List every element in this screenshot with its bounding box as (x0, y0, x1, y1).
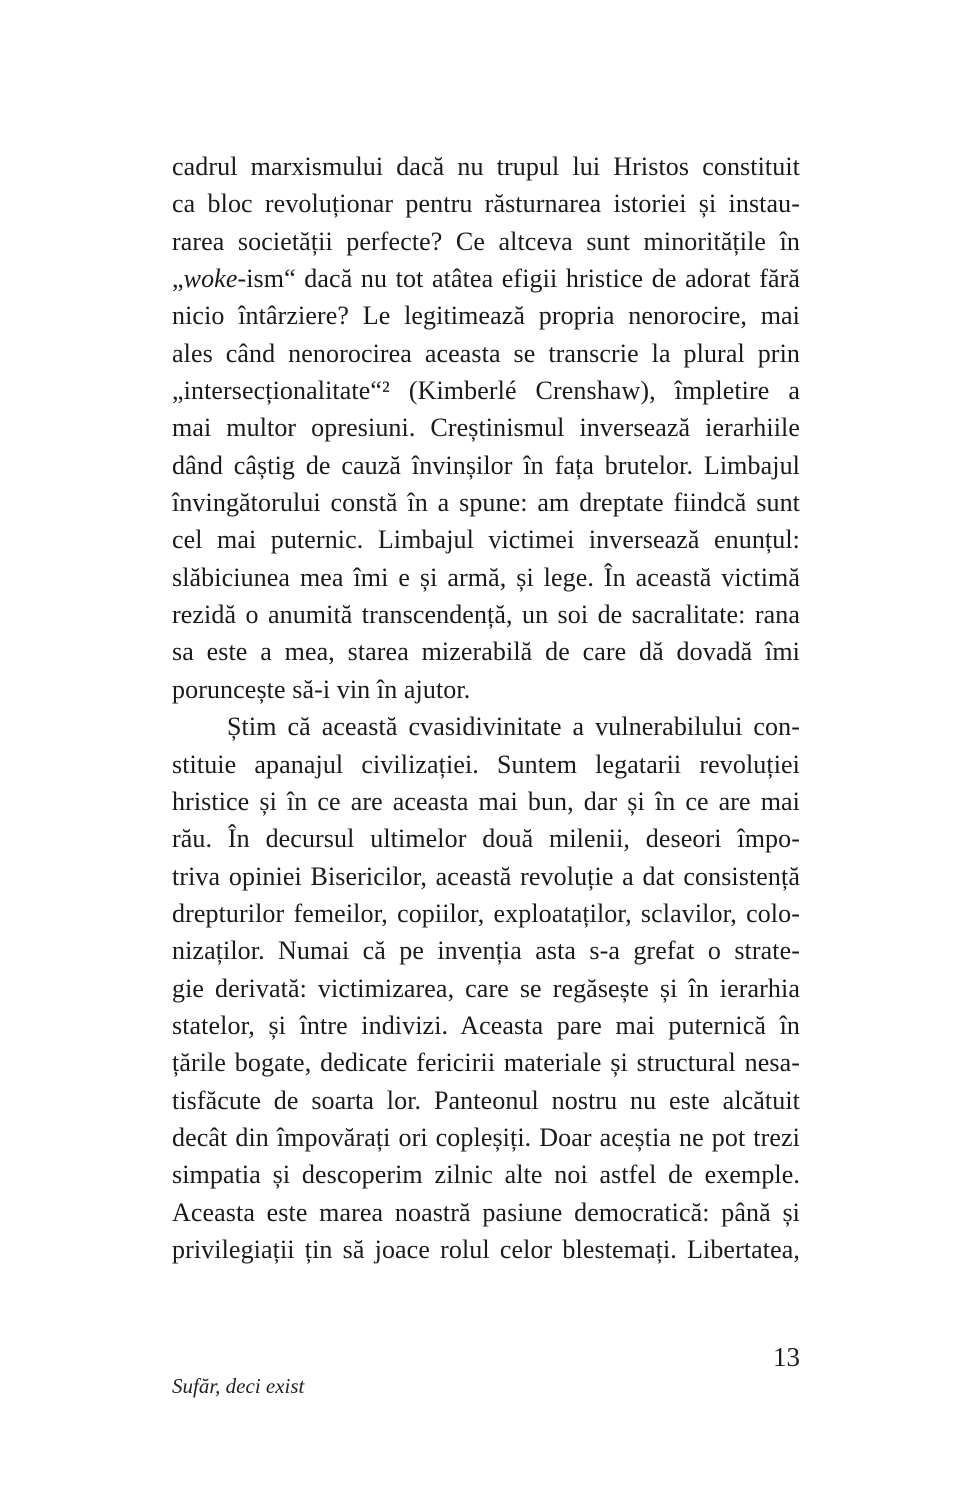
text-line: nizaților. Numai că pe invenția asta s-a grefat o strate- (172, 936, 800, 966)
text-line: poruncește să-i vin în ajutor. (172, 674, 471, 704)
text-line: rezidă o anumită transcendență, un soi de sacralitate: rana (172, 600, 800, 630)
text-line: hristice și în ce are aceasta mai bun, dar și în ce are mai (172, 786, 800, 816)
text-line: ales când nenorocirea aceasta se transcrie la plural prin (172, 338, 800, 368)
text-line: slăbiciunea mea îmi e și armă, și lege. În această victimă (172, 562, 800, 592)
text-line: privilegiații țin să joace rolul celor blestemați. Libertatea, (172, 1234, 800, 1264)
text-line (172, 260, 800, 297)
text-line: statelor, și între indivizi. Aceasta pare mai puternică în (172, 1010, 800, 1040)
text-line: nicio întârziere? Le legitimează propria nenorocire, mai (172, 301, 800, 331)
text-line: sa este a mea, starea mizerabilă de care dă dovadă îmi (172, 637, 800, 667)
text-line: drepturilor femeilor, copiilor, exploataților, sclavilor, colo- (172, 898, 800, 928)
page-number: 13 (773, 1342, 800, 1372)
text-line: cadrul marxismului dacă nu trupul lui Hristos constituit (172, 152, 800, 181)
text-line: țările bogate, dedicate fericirii materiale și structural nesa- (172, 1048, 800, 1078)
italic-term: woke (183, 264, 238, 294)
quote-open: „ (172, 264, 184, 294)
text-line: Știm că această cvasidivinitate a vulnerabilului con- (227, 712, 800, 742)
running-footer-title: Sufăr, deci exist (172, 1374, 305, 1398)
paragraph (172, 708, 800, 1268)
text-line: Aceasta este marea noastră pasiune democratică: până și (172, 1197, 800, 1227)
text-line: rău. În decursul ultimelor două milenii, deseori împo- (172, 824, 800, 854)
line-remainder: -ism“ dacă nu tot atâtea efigii hristice de adorat fără (237, 264, 800, 294)
book-page-text-block (172, 148, 800, 1268)
text-line: gie derivată: victimizarea, care se regăsește și în ierarhia (172, 973, 800, 1003)
text-line: ca bloc revoluționar pentru răsturnarea istoriei și instau- (172, 189, 800, 219)
text-line: triva opiniei Bisericilor, această revoluție a dat consistență (172, 861, 800, 891)
text-line: cel mai puternic. Limbajul victimei inversează enunțul: (172, 525, 800, 555)
text-line: simpatia și descoperim zilnic alte noi astfel de exemple. (172, 1160, 800, 1190)
text-line: stituie apanajul civilizației. Suntem legatarii revoluției (172, 749, 800, 779)
text-line: învingătorului constă în a spune: am dreptate fiindcă sunt (172, 488, 800, 518)
text-line: tisfăcute de soarta lor. Panteonul nostru nu este alcătuit (172, 1085, 800, 1115)
text-line: „intersecționalitate“² (Kimberlé Crenshaw), împletire a (172, 376, 800, 406)
text-line: decât din împovărați ori copleșiți. Doar aceștia ne pot trezi (172, 1122, 800, 1152)
text-line: rarea societății perfecte? Ce altceva sunt minoritățile în (172, 226, 800, 256)
text-line: dând câștig de cauză învinșilor în fața brutelor. Limbajul (172, 450, 800, 480)
paragraph (172, 148, 800, 708)
text-line: mai multor opresiuni. Creștinismul inversează ierarhiile (172, 413, 800, 443)
